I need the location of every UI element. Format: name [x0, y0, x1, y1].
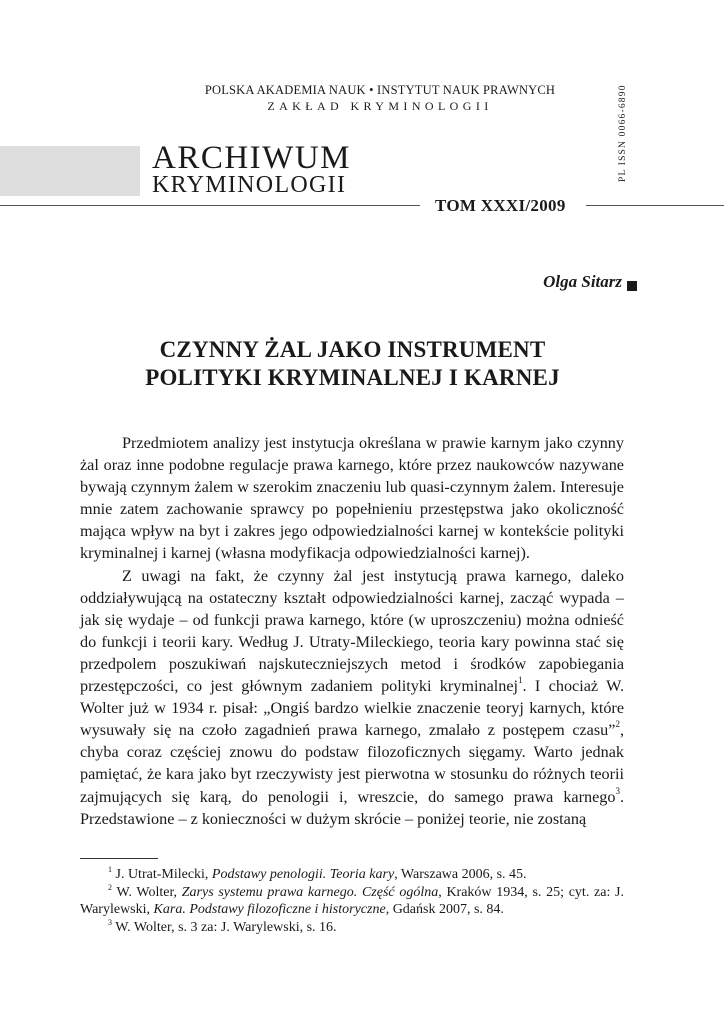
journal-logo-bar — [0, 146, 140, 196]
footnote-number: 1 — [108, 865, 112, 874]
footnote-ref-1[interactable]: 1 — [518, 675, 523, 686]
institution-name: POLSKA AKADEMIA NAUK • INSTYTUT NAUK PRAWNYCH — [204, 83, 556, 97]
article-author: Olga Sitarz — [543, 272, 622, 291]
footnote-ref-2[interactable]: 2 — [615, 719, 620, 730]
paragraph-2-text-a: Z uwagi na fakt, że czynny żal jest instytucją prawa karnego, daleko oddziaływującą na ostateczny kształt odpowiedzialności karnej, zacząć wypada – jak się wydaje – od funkcji prawa karnego, które (w uproszczeniu) można odnieść do funkcji i teorii kary. Według J. Utraty-Mileckiego, teoria kary powinna stać się przedpolem poszukiwań najskuteczniejszych metod i środków zapobiegania przestępczości, co jest głównym zadaniem polityki kryminalnej — [80, 566, 624, 696]
institution-header — [160, 82, 600, 114]
footnote-title-2: Kara. Podstawy filozoficzne i historyczne — [153, 902, 386, 917]
footnote-separator — [80, 858, 158, 859]
paragraph-2-text-c: , chyba coraz częściej znowu do podstaw filozoficznych sięgamy. Warto jednak pamiętać, że kara jako byt rzeczywisty jest pierwotna w stosunku do różnych teorii zajmujących się karą, do penologii i, wreszcie, do samego prawa karnego — [80, 721, 624, 806]
journal-title-line1: ARCHIWUM — [152, 140, 351, 176]
footnote-number: 3 — [108, 917, 112, 927]
article-title-line1: CZYNNY ŻAL JAKO INSTRUMENT — [159, 337, 546, 362]
article-body — [80, 432, 624, 830]
footnotes — [80, 866, 624, 936]
footnote-text: J. Utrat-Milecki, — [115, 867, 212, 882]
journal-title-line2: KRYMINOLOGII — [152, 172, 347, 198]
footnote-text: , Kraków 1934, s. 25; cyt. za: J. Warylewski, — [80, 884, 624, 917]
article-title-line2: POLITYKI KRYMINALNEJ I KARNEJ — [145, 365, 560, 390]
footnote-ref-3[interactable]: 3 — [615, 785, 620, 796]
article-title — [80, 336, 625, 392]
footnote-text: , Warszawa 2006, s. 45. — [394, 867, 527, 882]
footnote-3 — [80, 919, 624, 937]
author-square-icon — [627, 281, 637, 291]
volume-label: TOM XXXI/2009 — [435, 196, 566, 215]
paragraph-2-text-b: . I chociaż W. Wolter już w 1934 r. pisał: „Ongiś bardzo wielkie znaczenie teoryj karnych, które wysuwały się na czoło zagadnień prawa karnego, zmalało z postępem czasu” — [80, 677, 624, 740]
department-name: ZAKŁAD KRYMINOLOGII — [267, 99, 493, 113]
footnote-text: W. Wolter, s. 3 za: J. Warylewski, s. 16. — [115, 919, 337, 935]
footnote-number: 2 — [108, 882, 112, 892]
footnote-1 — [80, 866, 624, 884]
footnote-title: Podstawy penologii. Teoria kary — [211, 867, 395, 882]
paragraph-2-text-d: . Przedstawione – z konieczności w dużym skrócie – poniżej teorie, nie zostaną — [80, 787, 624, 828]
header-rule-right — [586, 205, 724, 206]
footnote-text-2: , Gdańsk 2007, s. 84. — [385, 902, 504, 917]
header-rule-left — [0, 205, 420, 206]
footnote-2 — [80, 884, 624, 919]
footnote-text: W. Wolter, — [116, 884, 182, 900]
paragraph-1: Przedmiotem analizy jest instytucja określana w prawie karnym jako czynny żal oraz inne podobne regulacje prawa karnego, które przez naukowców nazywane bywają czynnym żalem w szerokim znaczeniu lub quasi-czynnym żalem. Interesuje mnie zatem zachowanie sprawcy po popełnieniu przestępstwa jako okoliczność mająca wpływ na byt i zakres jego odpowiedzialności karnej w kontekście polityki kryminalnej i karnej (własna modyfikacja odpowiedzialności karnej). — [80, 434, 624, 563]
paragraph-2 — [80, 565, 624, 830]
footnote-title: Zarys systemu prawa karnego. Część ogólna — [181, 884, 439, 900]
issn-number: PL ISSN 0066-6890 — [618, 84, 628, 182]
